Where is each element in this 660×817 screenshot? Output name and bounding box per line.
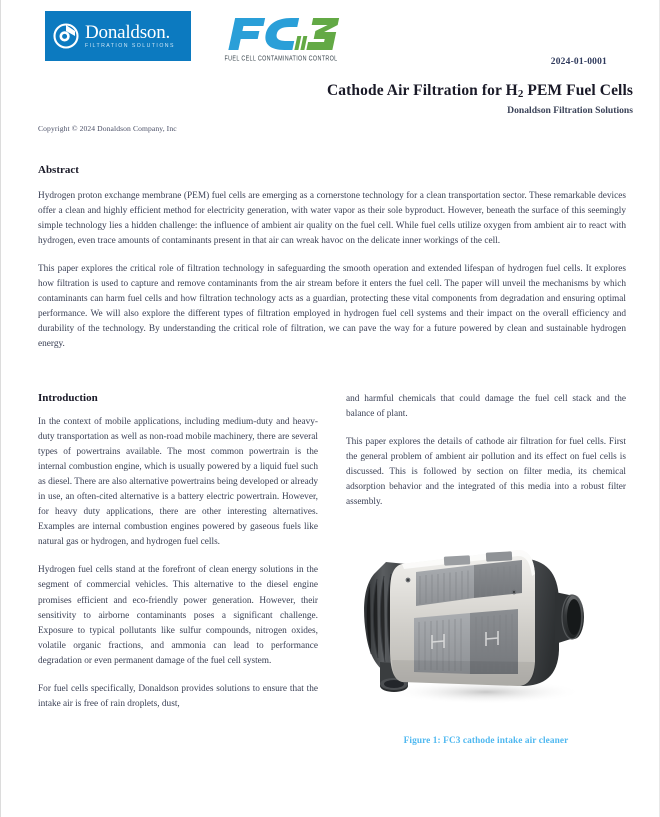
title-block [213,82,633,116]
introduction-paragraph: In the context of mobile applications, including medium-duty and heavy-duty transportation as well as non-road mobile machinery, there are several types of powertrains available. The most common powertrain is the internal combustion engine, which is usually powered by a liquid fuel such as diesel. There are also alternative powertrains being developed or already in use, an often-cited alternative is a battery electric powertrain. However, for heavy duty applications, there are other interesting alternatives. Examples are internal combustion engines powered by gaseous fuels like natural gas or hydrogen, and hydrogen fuel cells. [38,417,318,548]
introduction-paragraph: Hydrogen fuel cells stand at the forefront of clean energy solutions in the segment of commercial vehicles. This alternative to the diesel engine promises efficient and eco-friendly power generation. However, their sensitivity to airborne contaminants poses a significant challenge. Exposure to typical pollutants like sulfur compounds, nitrogen oxides, volatile organic fractions, and ammonia can lead to performance degradation or even permanent damage of the fuel cell system. [38,565,318,666]
abstract-heading: Abstract [38,164,79,176]
donaldson-logo [45,11,191,61]
figure-1 [346,534,626,746]
donaldson-d-mark-icon [53,23,79,49]
figure-caption: Figure 1: FC3 cathode intake air cleaner [403,736,569,747]
introduction-paragraph: For fuel cells specifically, Donaldson provides solutions to ensure that the intake air is free of rain droplets, dust, [38,683,318,709]
title-prefix: Cathode Air Filtration for H [327,82,518,99]
introduction-paragraph: This paper explores the details of cathode air filtration for fuel cells. First the general problem of ambient air pollution and its effect on fuel cells is discussed. This is followed by section on filter media, its chemical adsorption behavior and the integrated of this media into a robust filter assembly. [346,437,626,508]
fc3-wordmark-icon [222,14,340,54]
fc3-tagline: FUEL CELL CONTAMINATION CONTROL [224,55,338,64]
column-right [346,392,626,746]
document-number: 2024-01-0001 [550,57,607,67]
introduction-heading: Introduction [38,392,98,404]
abstract-paragraph: This paper explores the critical role of filtration technology in safeguarding the smooth operation and extended lifespan of hydrogen fuel cells. It explores how filtration is used to capture and remove contaminants from the air stream before it enters the fuel cell. The paper will unveil the mechanisms by which contaminants can harm fuel cells and how filtration technology acts as a guardian, protecting these vital components from degradation and ensuring optimal performance. We will also explore the different types of filtration employed in hydrogen fuel cell systems and their impact on the overall efficiency and durability of the technology. By understanding the critical role of filtration, we can pave the way for a future powered by clean and sustainable hydrogen energy. [38,264,626,350]
donaldson-tagline: FILTRATION SOLUTIONS [85,42,175,49]
air-cleaner-product-image [346,534,626,720]
donaldson-logo-text [85,23,175,49]
page-subtitle: Donaldson Filtration Solutions [507,104,633,116]
document-header [45,11,617,69]
title-suffix: PEM Fuel Cells [523,82,633,99]
column-left [38,392,318,712]
abstract-paragraph: Hydrogen proton exchange membrane (PEM) fuel cells are emerging as a cornerstone technology for a clean transportation sector. These remarkable devices offer a clean and highly efficient method for electricity generation, with water vapor as their sole byproduct. However, beneath the surface of this seemingly simple technology lies a hidden challenge: the influence of ambient air quality on the fuel cell. While fuel cells utilize oxygen from ambient air to react with hydrogen, even trace amounts of contaminants present in that air can wreak havoc on the delicate inner workings of the cell. [38,191,626,247]
introduction-paragraph: and harmful chemicals that could damage the fuel cell stack and the balance of plant. [346,394,626,420]
title-subscript: 2 [517,88,524,100]
copyright-notice: Copyright © 2024 Donaldson Company, Inc [38,124,177,133]
abstract-section [38,164,626,352]
donaldson-wordmark: Donaldson. [85,21,171,43]
body-columns [38,392,626,792]
page-title [213,82,633,101]
fc3-logo [222,14,347,69]
